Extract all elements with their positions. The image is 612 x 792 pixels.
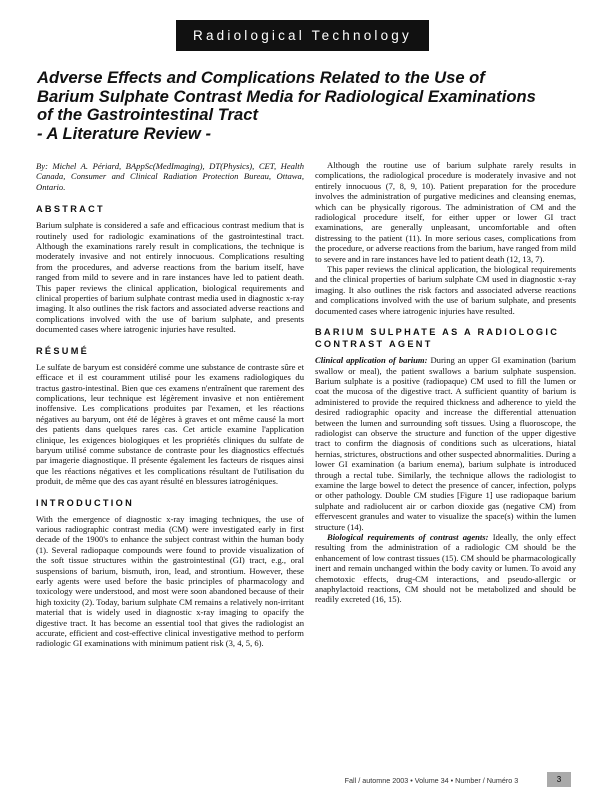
title-line: Barium Sulphate Contrast Media for Radiological Examinations bbox=[37, 86, 536, 106]
left-column bbox=[36, 161, 304, 649]
introduction-paragraph-3: This paper reviews the clinical application, the biological requirements and the clinical properties of barium sulphate CM used in diagnostic x-ray imaging. It also outlines the risk factors and associated adverse reactions and complications involved with the use of barium sulphate, and presents documented cases where iatrogenic injuries have resulted. bbox=[315, 264, 576, 316]
journal-issue-footer: Fall / automne 2003 • Volume 34 • Number / Numéro 3 bbox=[344, 776, 519, 785]
section-banner-label: Radiological Technology bbox=[193, 28, 412, 43]
right-column bbox=[315, 160, 576, 605]
resume-heading: RÉSUMÉ bbox=[36, 345, 90, 356]
clinical-application-text: During an upper GI examination (barium swallow or meal), the patient swallows a barium sulphate suspension. Barium sulphate is a positive (radiopaque) CM used to fill the lumen or coat the mucosa of the digestive tract. A sufficient quantity of barium is administered to provide the required thickness and adherence to yield the desired radiographic opacity and increase the differential attenuation between the lumen and surrounding soft tissues. Using a fluoroscope, the radiologist can observe the structure and function of the upper digestive tract to confirm the diagnosis of conditions such as ulcerations, hiatal hernias, strictures, obstructions and other suspected abnormalities. During a lower GI examination (a barium enema), barium sulphate is introduced through a rectal tube. Similarly, the technique allows the radiologist to examine the large bowel to detect the presence of cancer, infection, polyps or other pathology. Double CM studies [Figure 1] use radiopaque barium sulphate and radiolucent air or carbon dioxide gas (negative CM) from effervescent granules and water to visualize the space(s) within the lumen structure (14). bbox=[315, 355, 576, 532]
resume-text: Le sulfate de baryum est considéré comme une substance de contraste sûre et efficace et il est couramment utilisé pour les examens radiologiques du tractus gastro-intestinal. Bien que ces examens n'entraînent que rarement des complications, leur technique est légèrement invasive et non entièrement inoffensive. Les complications produites par l'examen, et les réactions négatives au baryum, ont été de légères à graves et ont même causé la mort des patients dans quelques rares cas. Cet article examine l'application clinique, les exigences biologiques et les propriétés cliniques du sulfate de baryum utilisé comme substance de contraste pour les diagnostics effectués par imagerie diagnostique. Il présente également les facteurs de risques ainsi que les réactions négatives et les complications résultant de l'utilisation du produit, de même que des cas ayant résulté en blessures iatrogéniques. bbox=[36, 361, 304, 487]
biological-requirements-paragraph bbox=[315, 532, 576, 605]
clinical-application-lead: Clinical application of barium: bbox=[315, 355, 428, 366]
clinical-application-paragraph bbox=[315, 355, 576, 532]
biological-requirements-text: Ideally, the only effect resulting from the administration of a radiologic CM should be the enhancement of low contrast tissues (15). CM should be pharmacologically inert and remain unchanged within the body cavity or lumen. To avoid any chemotoxic effects, drug-CM interactions, and pseudo-allergic or anaphylactoid reactions, CM should not be metabolized and should be readily excreted (16, 15). bbox=[315, 532, 576, 605]
barium-section-heading: BARIUM SULPHATE AS A RADIOLOGIC CONTRAST AGENT bbox=[315, 327, 560, 350]
introduction-heading: INTRODUCTION bbox=[36, 497, 135, 508]
introduction-paragraph: With the emergence of diagnostic x-ray imaging techniques, the use of various radiographic contrast media (CM) were investigated early in first decade of the 1900's to enhance the subject contrast within the human body (1). Several radiopaque compounds were found to provide visualization of the soft tissue structures within the gastrointestinal (GI) tract, e.g., oral suspensions of barium, bismuth, iron, lead, and strontium. However, these early agents were used before the basic principles of pharmacology and toxicology were understood, and most were soon abandoned because of their high toxicity (2). Today, barium sulphate CM remains a relatively non-irritant material that is widely used in diagnostic x-ray imaging to opacify the digestive tract. It has become an essential tool that gives the radiologist an accurate, efficient and cost-effective clinical investigative method to perform radiologic GI examinations with minimum patient risk (3, 4, 5, 6). bbox=[36, 513, 304, 649]
abstract-heading: ABSTRACT bbox=[36, 204, 105, 215]
title-line: - A Literature Review - bbox=[37, 123, 211, 143]
title-line: Adverse Effects and Complications Related to the Use of bbox=[37, 68, 485, 87]
biological-requirements-lead: Biological requirements of contrast agents: bbox=[327, 532, 489, 542]
title-line: of the Gastrointestinal Tract bbox=[37, 105, 258, 125]
page-number: 3 bbox=[547, 772, 571, 787]
author-byline: By: Michel A. Périard, BAppSc(MedImaging), DT(Physics), CET, Health Canada, Consumer and Clinical Radiation Protection Bureau, Ottawa, Ontario. bbox=[36, 161, 304, 192]
section-banner bbox=[176, 20, 429, 51]
abstract-text: Barium sulphate is considered a safe and efficacious contrast medium that is routinely used for radiologic examinations of the gastrointestinal tract. Although the examinations rarely result in complications, the technique is moderately invasive and not entirely innocuous. Complications resulting from the procedures, and adverse reactions from the barium itself, have ranged from mild to severe and in rare instances have led to patient death. This paper reviews the clinical application, biological requirements and clinical properties of barium sulphate contrast media used in diagnostic x-ray imaging. It also outlines the risk factors and associated adverse reactions and complications involved with the use of barium sulphate, and presents documented cases where iatrogenic injuries have resulted. bbox=[36, 220, 304, 335]
introduction-paragraph-2: Although the routine use of barium sulphate rarely results in complications, the radiological procedure is moderately invasive and not entirely innocuous (7, 8, 9, 10). Patient preparation for the procedure involves the administration of purgative medicines and cleansing enemas, which can be physically rigorous. The administration of CM and the radiological procedure itself, for either upper or lower GI tract examinations, are generally unpleasant, uncomfortable and often distressing to the patient (11). In more serious cases, complications from the procedure, or adverse reactions from the barium, have ranged from mild to severe and in rare instances have led to patient death (12, 13, 7). bbox=[315, 160, 576, 264]
article-title bbox=[37, 69, 582, 143]
